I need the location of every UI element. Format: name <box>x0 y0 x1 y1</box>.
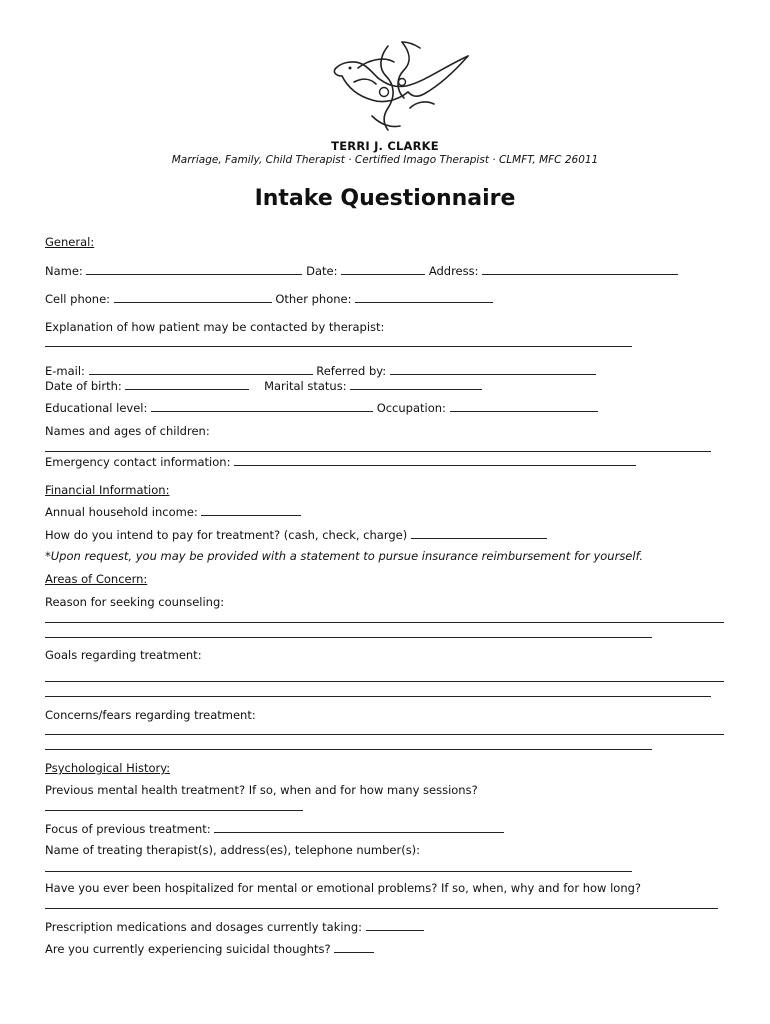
form-row-name-date-address <box>45 263 678 279</box>
cell-phone-label: Cell phone: <box>45 292 111 306</box>
form-row-focus <box>45 821 504 837</box>
date-label: Date: <box>306 264 338 278</box>
occupation-label: Occupation: <box>376 401 446 415</box>
form-row-suicidal <box>45 941 374 957</box>
medications-label: Prescription medications and dosages currently taking: <box>45 920 363 934</box>
form-row-phones <box>45 291 493 307</box>
reason-field-line-2[interactable] <box>45 637 652 638</box>
section-heading-concerns: Areas of Concern: <box>45 572 148 586</box>
marital-status-field[interactable] <box>350 378 482 390</box>
marital-status-label: Marital status: <box>264 379 347 393</box>
suicidal-field[interactable] <box>334 941 374 953</box>
payment-field[interactable] <box>411 527 547 539</box>
hospitalized-label: Have you ever been hospitalized for mental or emotional problems? If so, when, why and for how long? <box>45 881 642 895</box>
income-label: Annual household income: <box>45 505 198 519</box>
income-field[interactable] <box>201 504 301 516</box>
contact-explanation-label: Explanation of how patient may be contacted by therapist: <box>45 320 385 334</box>
therapist-name: TERRI J. CLARKE <box>331 139 439 153</box>
insurance-note: *Upon request, you may be provided with a statement to pursue insurance reimbursement for yourself. <box>45 549 644 563</box>
other-phone-field[interactable] <box>355 291 493 303</box>
fears-field-line-1[interactable] <box>45 734 724 735</box>
form-row-emergency <box>45 454 636 470</box>
section-heading-general: General: <box>45 235 95 249</box>
suicidal-label: Are you currently experiencing suicidal thoughts? <box>45 942 331 956</box>
dove-logo-icon <box>328 38 474 132</box>
emergency-field[interactable] <box>234 454 636 466</box>
therapist-info-field[interactable] <box>45 871 632 872</box>
dob-label: Date of birth: <box>45 379 122 393</box>
section-heading-financial: Financial Information: <box>45 483 170 497</box>
reason-label: Reason for seeking counseling: <box>45 595 225 609</box>
education-field[interactable] <box>151 400 373 412</box>
goals-field-line-2[interactable] <box>45 696 711 697</box>
cell-phone-field[interactable] <box>114 291 272 303</box>
email-field[interactable] <box>89 363 313 375</box>
referred-by-field[interactable] <box>390 363 596 375</box>
previous-treatment-label: Previous mental health treatment? If so, when and for how many sessions? <box>45 783 478 797</box>
therapist-info-label: Name of treating therapist(s), address(es), telephone number(s): <box>45 843 421 857</box>
education-label: Educational level: <box>45 401 148 415</box>
medications-field[interactable] <box>366 919 424 931</box>
occupation-field[interactable] <box>450 400 598 412</box>
address-field[interactable] <box>482 263 678 275</box>
contact-explanation-field[interactable] <box>45 346 632 347</box>
email-label: E-mail: <box>45 364 85 378</box>
reason-field-line-1[interactable] <box>45 622 724 623</box>
focus-label: Focus of previous treatment: <box>45 822 211 836</box>
focus-field[interactable] <box>214 821 504 833</box>
form-row-medications <box>45 919 424 935</box>
emergency-label: Emergency contact information: <box>45 455 231 469</box>
goals-field-line-1[interactable] <box>45 681 724 682</box>
name-label: Name: <box>45 264 83 278</box>
dob-field[interactable] <box>125 378 249 390</box>
therapist-credentials: Marriage, Family, Child Therapist · Certified Imago Therapist · CLMFT, MFC 26011 <box>171 154 599 166</box>
payment-label: How do you intend to pay for treatment? (cash, check, charge) <box>45 528 408 542</box>
form-row-income <box>45 504 301 520</box>
goals-label: Goals regarding treatment: <box>45 648 202 662</box>
page-title: Intake Questionnaire <box>254 186 516 211</box>
section-heading-psych: Psychological History: <box>45 761 171 775</box>
hospitalized-field[interactable] <box>45 908 718 909</box>
children-field[interactable] <box>45 451 711 452</box>
form-row-education-occupation <box>45 400 598 416</box>
children-label: Names and ages of children: <box>45 424 210 438</box>
address-label: Address: <box>428 264 479 278</box>
referred-by-label: Referred by: <box>316 364 387 378</box>
form-row-dob-marital <box>45 378 482 394</box>
other-phone-label: Other phone: <box>275 292 352 306</box>
fears-label: Concerns/fears regarding treatment: <box>45 708 256 722</box>
form-row-payment <box>45 527 547 543</box>
previous-treatment-field[interactable] <box>45 810 303 811</box>
form-row-email-referred <box>45 363 596 379</box>
fears-field-line-2[interactable] <box>45 749 652 750</box>
date-field[interactable] <box>341 263 425 275</box>
name-field[interactable] <box>86 263 302 275</box>
